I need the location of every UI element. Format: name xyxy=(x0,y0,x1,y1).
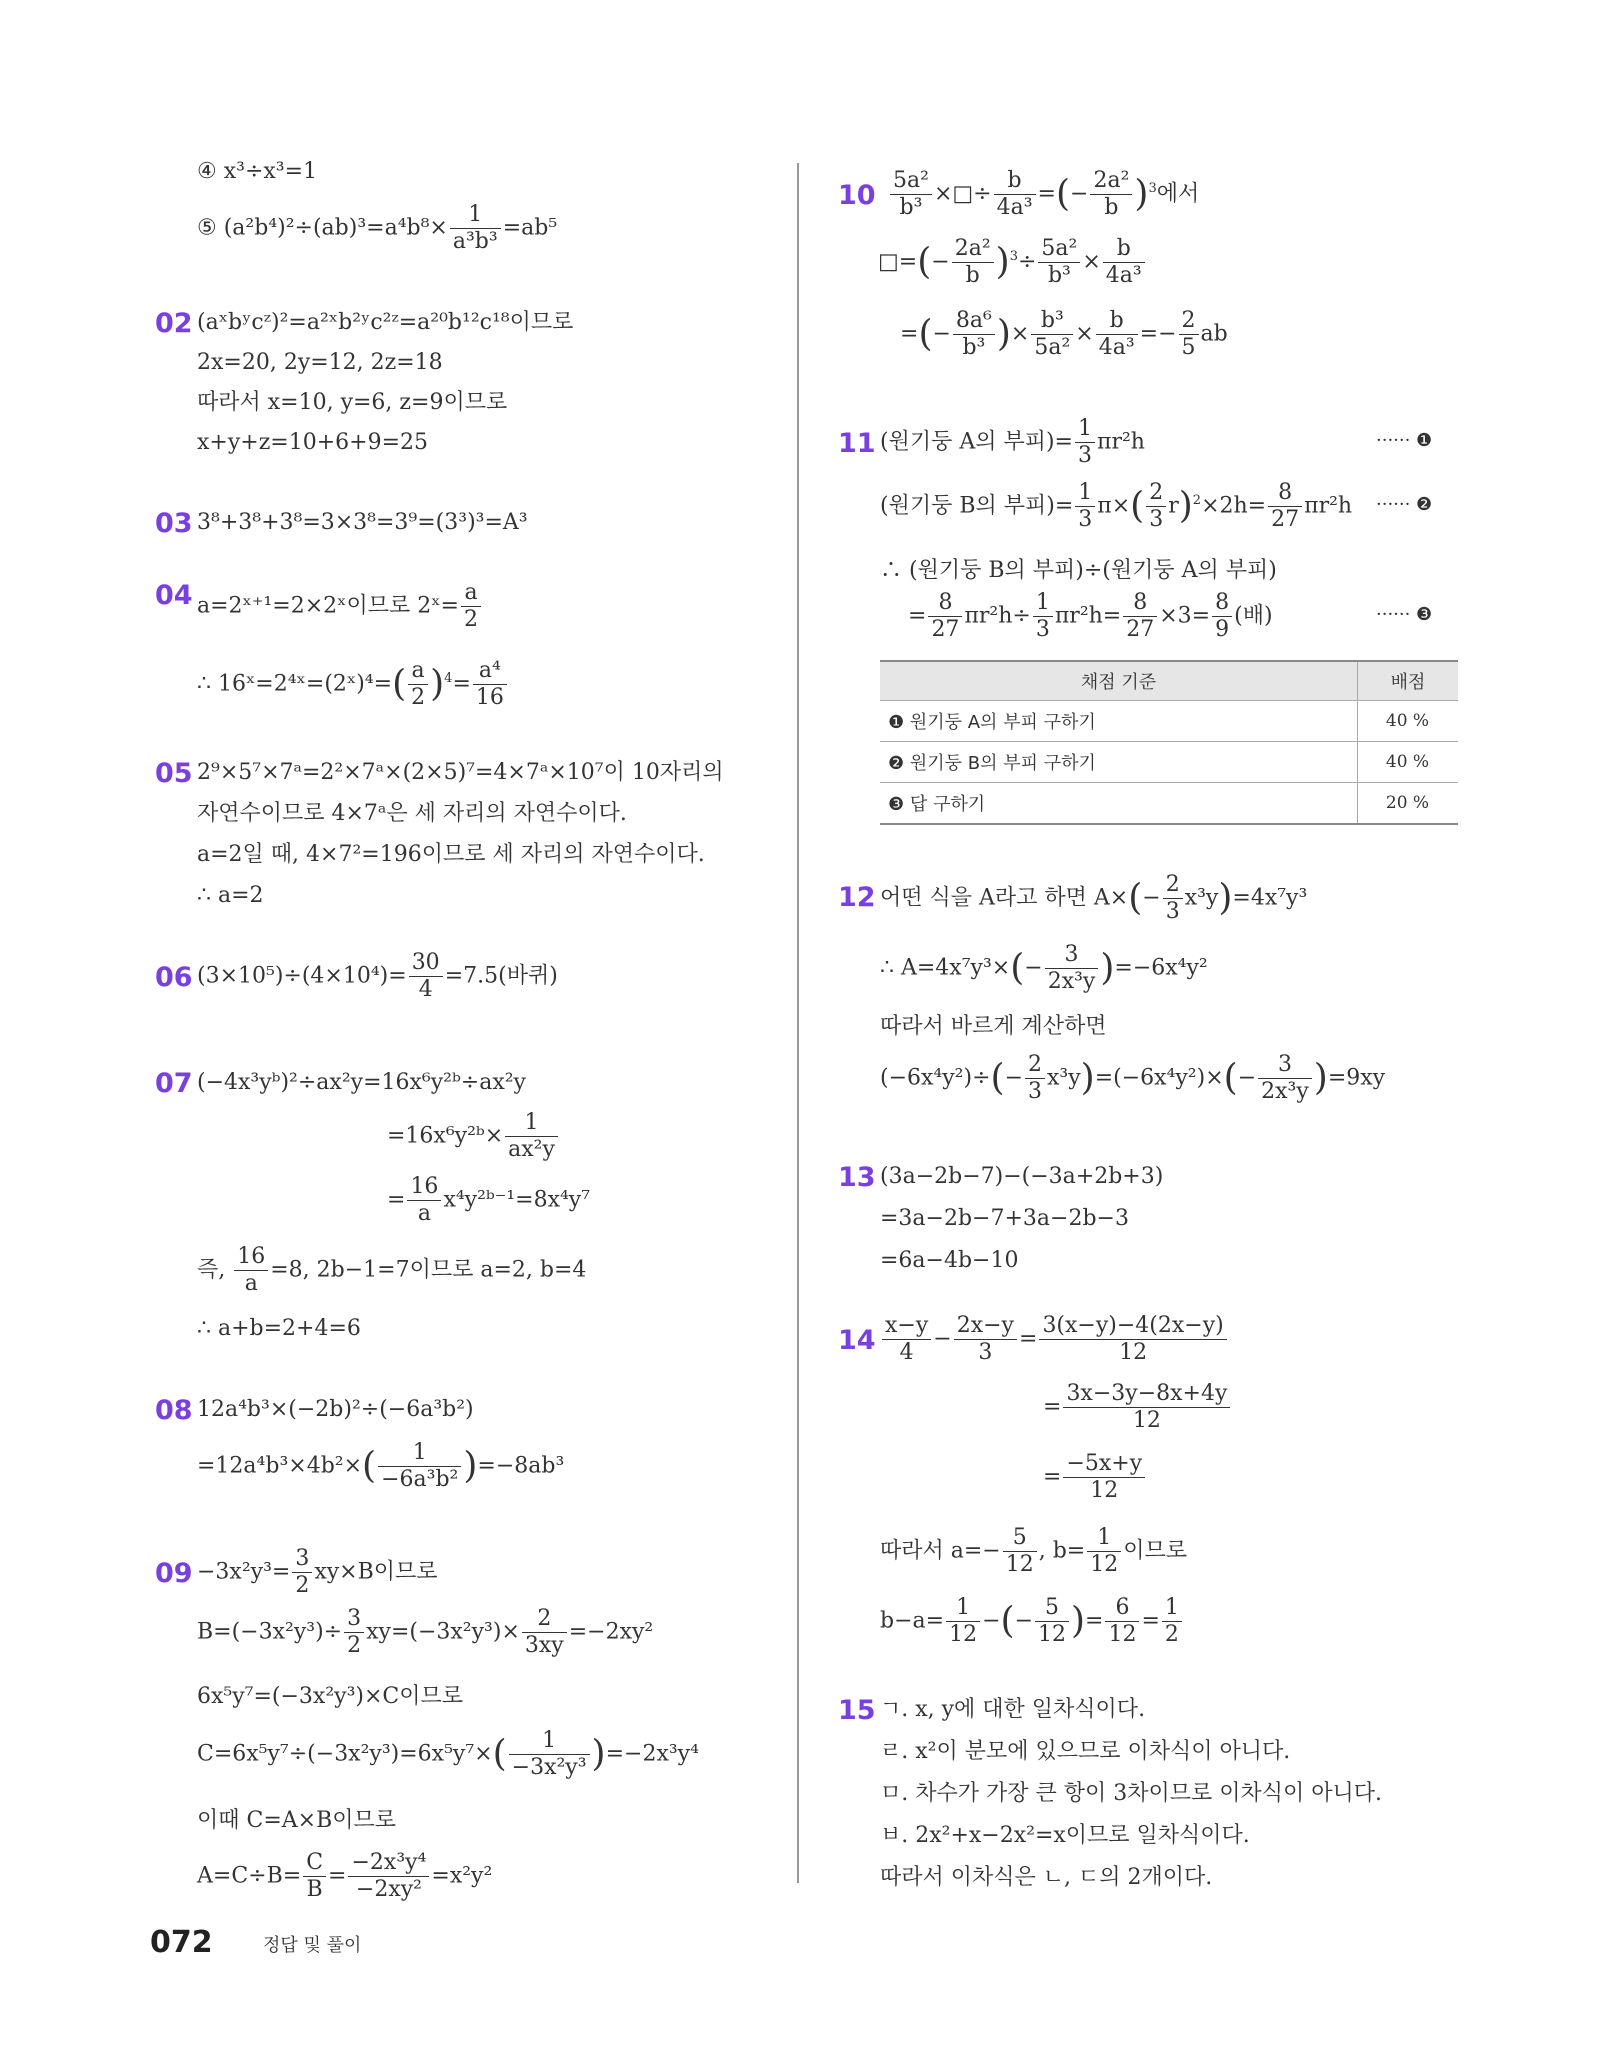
math-line: (−6x⁴y²)÷(− $\frac{2}{3}$ x³y)=(−6x⁴y²)×(− $\frac{3}{\text{2x³y}}$ )=9xy xyxy=(880,1052,1386,1104)
math-line: $\frac{\text{5a²}}{\text{b³}}$ ×□÷ $\frac{b}{\text{4a³}}$ =(− $\frac{\text{2a²}}{b}$ )$^3$에서 xyxy=(888,168,1199,221)
problem-number: 13 xyxy=(838,1162,876,1193)
numerator: 8a⁶ xyxy=(953,308,995,335)
numerator: 1 xyxy=(1075,480,1095,507)
denominator: −6a³b² xyxy=(381,1467,459,1492)
math-line: ∴ A=4x⁷y³×(− $\frac{3}{\text{2x³y}}$ )=−6x⁴y² xyxy=(880,942,1208,994)
math-line xyxy=(197,1244,586,1297)
fraction xyxy=(882,1313,931,1366)
math-text: ∴ A=4x⁷y³× xyxy=(880,955,1011,981)
math-line: □=(− $\frac{\text{2a²}}{b}$ )$^3$÷ $\frac{\text{5a²}}{\text{b³}}$ × $\frac{b}{\text{4a³}}$ xyxy=(878,236,1147,289)
denominator: B xyxy=(306,1877,323,1902)
denominator: −2xy² xyxy=(355,1877,422,1902)
fraction xyxy=(953,308,995,361)
math-line: 3⁸+3⁸+3⁸=3×3⁸=3⁹=(3³)³=A³ xyxy=(197,510,528,535)
denominator: −3x²y³ xyxy=(511,1755,587,1780)
numerator: a xyxy=(408,658,428,685)
math-text: = xyxy=(908,603,927,629)
denominator: 2x³y xyxy=(1261,1079,1309,1104)
math-line: 따라서 이차식은 ㄴ, ㄷ의 2개이다. xyxy=(880,1865,1213,1890)
denominator: 4a³ xyxy=(1098,335,1135,360)
math-line: x+y+z=10+6+9=25 xyxy=(197,430,429,455)
math-text: r xyxy=(1168,493,1179,519)
numerator: 1 xyxy=(505,1110,558,1137)
numerator: 3 xyxy=(1045,942,1099,969)
math-text: xy=(−3x²y³)× xyxy=(366,1619,520,1645)
fraction xyxy=(994,168,1036,221)
denominator: 3xy xyxy=(524,1633,564,1658)
math-text: = xyxy=(1019,1326,1038,1352)
numerator: 3 xyxy=(292,1546,312,1573)
math-text: −3x²y³= xyxy=(197,1559,291,1585)
denominator: b xyxy=(965,263,980,288)
numerator: 2a² xyxy=(952,236,994,263)
math-line: (원기둥 B의 부피)= $\frac{1}{3}$ π×( $\frac{2}{3}$ r)$^2$×2h= $\frac{8}{27}$ πr²h xyxy=(880,480,1353,532)
math-text: a=2ˣ⁺¹=2×2ˣ이므로 2ˣ= xyxy=(197,593,459,619)
math-text: =16x⁶y²ᵇ× xyxy=(387,1123,504,1149)
fraction xyxy=(473,658,507,711)
numerator: x−y xyxy=(882,1313,931,1340)
numerator: 3 xyxy=(344,1606,364,1633)
math-line: =(− $\frac{\text{8a⁶}}{\text{b³}}$ )× $\frac{\text{b³}}{\text{5a²}}$ × $\frac{b}{\text{4a³}}$ =− $\frac{2}{5}$ ab xyxy=(900,308,1228,360)
table-cell: 40 % xyxy=(1358,742,1459,783)
denominator: 12 xyxy=(1005,1552,1034,1577)
denominator: 3 xyxy=(1028,1079,1042,1104)
denominator: 2 xyxy=(347,1633,362,1658)
fraction xyxy=(946,1595,980,1648)
fraction xyxy=(303,1850,326,1903)
numerator: 5 xyxy=(1003,1525,1037,1552)
problem-number: 04 xyxy=(155,580,193,611)
math-text: x³y xyxy=(1047,1065,1081,1091)
footer-section-title: 정답 및 풀이 xyxy=(263,1935,362,1956)
math-line: 2⁹×5⁷×7ᵃ=2²×7ᵃ×(2×5)⁷=4×7ᵃ×10⁷이 10자리의 xyxy=(197,760,724,785)
fraction xyxy=(1025,1052,1045,1105)
math-line: ㅂ. 2x²+x−2x²=x이므로 일차식이다. xyxy=(880,1823,1250,1848)
numerator: 3(x−y)−4(2x−y) xyxy=(1039,1313,1226,1340)
denominator: 4 xyxy=(418,977,433,1002)
numerator: 8 xyxy=(1212,590,1232,617)
math-line: (−4x³yᵇ)²÷ax²y=16x⁶y²ᵇ÷ax²y xyxy=(197,1070,526,1095)
table-row xyxy=(880,701,1458,742)
denominator: 12 xyxy=(1108,1622,1137,1647)
table-row xyxy=(880,783,1458,825)
fraction xyxy=(952,236,994,289)
problem-number: 02 xyxy=(155,308,193,339)
denominator: 9 xyxy=(1215,617,1230,642)
numerator: 1 xyxy=(378,1440,461,1467)
problem-number: 12 xyxy=(838,882,876,913)
fraction xyxy=(1031,308,1073,361)
math-text: = xyxy=(900,321,919,347)
math-text: = xyxy=(387,1187,406,1213)
math-text: =9xy xyxy=(1327,1065,1386,1091)
fraction xyxy=(1039,1313,1226,1366)
math-line: 2x=20, 2y=12, 2z=18 xyxy=(197,350,443,375)
fraction xyxy=(1212,590,1232,643)
numerator: 2 xyxy=(1146,480,1166,507)
math-text: ⑤ (a²b⁴)²÷(ab)³=a⁴b⁸× xyxy=(197,215,448,241)
fraction xyxy=(890,168,932,221)
numerator: 1 xyxy=(509,1728,590,1755)
denominator: 16 xyxy=(475,685,504,710)
numerator: 2 xyxy=(522,1606,567,1633)
math-text: □= xyxy=(878,249,918,275)
math-line: ∴ a+b=2+4=6 xyxy=(197,1316,361,1341)
math-text: πr²h= xyxy=(1054,603,1122,629)
fraction xyxy=(509,1728,590,1781)
denominator: 2 xyxy=(295,1573,310,1598)
math-text: (원기둥 B의 부피)= xyxy=(880,493,1074,519)
numerator: 5 xyxy=(1035,1595,1069,1622)
math-line: 이때 C=A×B이므로 xyxy=(197,1808,397,1833)
denominator: b xyxy=(1104,195,1119,220)
table-header-points: 배점 xyxy=(1358,661,1459,701)
denominator: 4a³ xyxy=(1105,263,1142,288)
denominator: 4a³ xyxy=(996,195,1033,220)
math-text: ÷ xyxy=(1017,249,1037,275)
fraction xyxy=(1123,590,1157,643)
math-line: 따라서 바르게 계산하면 xyxy=(880,1014,1107,1039)
math-text: =7.5(바퀴) xyxy=(444,963,558,989)
math-text: =− xyxy=(1139,321,1177,347)
fraction xyxy=(1038,236,1080,289)
math-line: 자연수이므로 4×7ᵃ은 세 자리의 자연수이다. xyxy=(197,801,627,826)
fraction xyxy=(461,580,481,633)
fraction xyxy=(407,1174,441,1227)
denominator: 12 xyxy=(1090,1478,1119,1503)
math-line xyxy=(880,1525,1187,1578)
math-text: = xyxy=(1043,1464,1062,1490)
denominator: 2 xyxy=(1164,1622,1179,1647)
fraction xyxy=(1105,1595,1139,1648)
numerator: −5x+y xyxy=(1063,1451,1145,1478)
numerator: b xyxy=(1096,308,1138,335)
page-number: 072 xyxy=(150,1925,213,1960)
denominator: 27 xyxy=(1271,507,1300,532)
fraction xyxy=(378,1440,461,1493)
numerator: 2a² xyxy=(1090,168,1132,195)
math-text: πr²h xyxy=(1097,429,1145,455)
math-line xyxy=(880,1313,1229,1366)
denominator: 12 xyxy=(1132,1408,1161,1433)
fraction xyxy=(408,658,428,711)
fraction xyxy=(1075,480,1095,533)
numerator: 1 xyxy=(1075,416,1095,443)
problem-number: 09 xyxy=(155,1558,193,1589)
math-line: ㅁ. 차수가 가장 큰 항이 3차이므로 이차식이 아니다. xyxy=(880,1781,1382,1806)
denominator: 12 xyxy=(1119,1340,1148,1365)
fraction xyxy=(1090,168,1132,221)
math-line: ㄱ. x, y에 대한 일차식이다. xyxy=(880,1697,1146,1722)
math-line xyxy=(197,1606,653,1659)
math-text: =−8ab³ xyxy=(477,1453,565,1479)
numerator: b xyxy=(994,168,1036,195)
numerator: 1 xyxy=(1033,590,1053,617)
numerator: 16 xyxy=(234,1244,268,1271)
math-line: ㄹ. x²이 분모에 있으므로 이차식이 아니다. xyxy=(880,1739,1291,1764)
math-text: 에서 xyxy=(1156,181,1200,207)
math-text: = xyxy=(1043,1394,1062,1420)
step-marker: ······ ❷ xyxy=(1376,494,1433,515)
math-text: (3×10⁵)÷(4×10⁴)= xyxy=(197,963,407,989)
table-cell: ❶ 원기둥 A의 부피 구하기 xyxy=(880,701,1358,742)
math-text: ×□÷ xyxy=(933,181,992,207)
denominator: 27 xyxy=(931,617,960,642)
math-text: B=(−3x²y³)÷ xyxy=(197,1619,343,1645)
fraction xyxy=(505,1110,558,1163)
denominator: 2 xyxy=(464,607,478,632)
math-text: C=6x⁵y⁷÷(−3x²y³)=6x⁵y⁷× xyxy=(197,1741,493,1767)
step-marker: ······ ❶ xyxy=(1376,430,1433,451)
math-text: =8, 2b−1=7이므로 a=2, b=4 xyxy=(270,1257,587,1283)
problem-number: 06 xyxy=(155,962,193,993)
math-line: ∴ 16ˣ=2⁴ˣ=(2ˣ)⁴=( $\frac{a}{2}$ )$^4$= $\frac{\text{a⁴}}{16}$ xyxy=(197,658,509,711)
denominator: 5a² xyxy=(1034,335,1071,360)
math-text: 어떤 식을 A라고 하면 A× xyxy=(880,885,1129,911)
problem-number: 07 xyxy=(155,1068,193,1099)
math-text: πr²h÷ xyxy=(964,603,1031,629)
math-text: =ab⁵ xyxy=(502,215,558,241)
table-cell: ❷ 원기둥 B의 부피 구하기 xyxy=(880,742,1358,783)
math-line xyxy=(197,1546,438,1599)
math-text: x³y xyxy=(1184,885,1219,911)
math-line: 어떤 식을 A라고 하면 A×(− $\frac{2}{3}$ x³y)=4x⁷y³ xyxy=(880,872,1308,924)
denominator: 27 xyxy=(1126,617,1155,642)
scoring-table xyxy=(880,660,1458,825)
denominator: a xyxy=(244,1271,258,1296)
numerator: 16 xyxy=(407,1174,441,1201)
fraction xyxy=(348,1850,429,1903)
fraction xyxy=(344,1606,364,1659)
table-header-row xyxy=(880,661,1458,701)
fraction xyxy=(1087,1525,1121,1578)
fraction xyxy=(1075,416,1095,469)
table-cell: ❸ 답 구하기 xyxy=(880,783,1358,825)
math-text: =x²y² xyxy=(431,1863,493,1889)
numerator: 5a² xyxy=(890,168,932,195)
fraction xyxy=(928,590,962,643)
table-row xyxy=(880,742,1458,783)
numerator: 30 xyxy=(409,950,443,977)
fraction xyxy=(1162,1595,1182,1648)
fraction xyxy=(292,1546,312,1599)
numerator: 8 xyxy=(1268,480,1302,507)
math-text: =(−6x⁴y²)× xyxy=(1094,1065,1224,1091)
math-line: =3a−2b−7+3a−2b−3 xyxy=(880,1206,1129,1231)
fraction xyxy=(409,950,443,1003)
math-line xyxy=(197,202,557,255)
numerator: C xyxy=(303,1850,326,1877)
denominator: 3 xyxy=(1165,899,1180,924)
fraction xyxy=(1063,1451,1145,1504)
math-text: 이므로 xyxy=(1123,1538,1188,1564)
math-line: ∴ a=2 xyxy=(197,883,264,908)
math-text: × xyxy=(1082,249,1101,275)
math-text: ∴ 16ˣ=2⁴ˣ=(2ˣ)⁴= xyxy=(197,671,393,697)
fraction xyxy=(1096,308,1138,361)
numerator: b³ xyxy=(1031,308,1073,335)
math-text: × xyxy=(1075,321,1094,347)
math-text: = xyxy=(1085,1608,1104,1634)
fraction xyxy=(450,202,501,255)
numerator: 2x−y xyxy=(954,1313,1017,1340)
numerator: b xyxy=(1103,236,1145,263)
math-line: (3a−2b−7)−(−3a+2b+3) xyxy=(880,1164,1164,1189)
math-line xyxy=(880,416,1145,469)
fraction xyxy=(1063,1381,1230,1434)
denominator: 12 xyxy=(949,1622,978,1647)
numerator: 1 xyxy=(1087,1525,1121,1552)
fraction xyxy=(1103,236,1145,289)
problem-number: 05 xyxy=(155,758,193,789)
math-line xyxy=(197,950,558,1003)
math-text: = xyxy=(1037,181,1056,207)
denominator: 12 xyxy=(1038,1622,1066,1647)
fraction xyxy=(1003,1525,1037,1578)
denominator: b³ xyxy=(899,195,923,220)
math-line: (aˣbʸcᶻ)²=a²ˣb²ʸc²ᶻ=a²⁰b¹²c¹⁸이므로 xyxy=(197,310,574,335)
denominator: 4 xyxy=(899,1340,914,1365)
math-line: 따라서 x=10, y=6, z=9이므로 xyxy=(197,390,508,415)
fraction xyxy=(234,1244,268,1297)
denominator: b³ xyxy=(1047,263,1071,288)
math-line xyxy=(1043,1451,1147,1504)
problem-number: 08 xyxy=(155,1395,193,1426)
math-text: =12a⁴b³×4b²× xyxy=(197,1453,363,1479)
math-text: ab xyxy=(1200,321,1228,347)
math-text: =−2x³y⁴ xyxy=(605,1741,699,1767)
fraction xyxy=(1035,1595,1069,1648)
problem-number: 11 xyxy=(838,428,876,459)
problem-number: 14 xyxy=(838,1325,876,1356)
math-text: x⁴y²ᵇ⁻¹=8x⁴y⁷ xyxy=(443,1187,591,1213)
table-header-criteria: 채점 기준 xyxy=(880,661,1358,701)
fraction xyxy=(1045,942,1099,995)
problem-number: 03 xyxy=(155,508,193,539)
numerator: 8 xyxy=(1123,590,1157,617)
fraction xyxy=(1163,872,1183,925)
numerator: 1 xyxy=(946,1595,980,1622)
numerator: a xyxy=(461,580,481,607)
denominator: 3 xyxy=(1149,507,1164,532)
math-text: = xyxy=(452,671,471,697)
denominator: 12 xyxy=(1090,1552,1119,1577)
table-cell: 20 % xyxy=(1358,783,1459,825)
denominator: ax²y xyxy=(508,1137,555,1162)
math-line: =12a⁴b³×4b²×( $\frac{1}{\text{−6a³b²}}$ )=−8ab³ xyxy=(197,1440,565,1492)
math-line xyxy=(197,580,483,633)
denominator: a xyxy=(417,1201,431,1226)
math-text: ×2h= xyxy=(1201,493,1267,519)
math-line: ∴ (원기둥 B의 부피)÷(원기둥 A의 부피) xyxy=(880,558,1277,583)
math-text: − xyxy=(933,1326,952,1352)
numerator: 3 xyxy=(1258,1052,1312,1079)
math-line: a=2일 때, 4×7²=196이므로 세 자리의 자연수이다. xyxy=(197,842,705,867)
math-line xyxy=(197,1850,492,1903)
math-text: = xyxy=(328,1863,347,1889)
denominator: 5 xyxy=(1181,335,1196,360)
problem-number: 15 xyxy=(838,1695,876,1726)
numerator: 8 xyxy=(928,590,962,617)
denominator: b³ xyxy=(962,335,986,360)
numerator: −2x³y⁴ xyxy=(348,1850,429,1877)
denominator: 3 xyxy=(1078,507,1093,532)
numerator: 5a² xyxy=(1038,236,1080,263)
numerator: 6 xyxy=(1105,1595,1139,1622)
math-text: = xyxy=(1141,1608,1160,1634)
fraction xyxy=(1268,480,1302,533)
numerator: 3x−3y−8x+4y xyxy=(1063,1381,1230,1408)
math-text: xy×B이므로 xyxy=(314,1559,438,1585)
math-text: , b= xyxy=(1038,1538,1086,1564)
math-text: =−2xy² xyxy=(568,1619,654,1645)
math-text: ×3= xyxy=(1159,603,1211,629)
math-line xyxy=(908,590,1273,643)
math-text: (배) xyxy=(1234,603,1273,629)
math-line xyxy=(1043,1381,1232,1434)
math-text: =−6x⁴y² xyxy=(1114,955,1208,981)
numerator: 2 xyxy=(1179,308,1199,335)
math-line: ④ x³÷x³=1 xyxy=(197,159,318,184)
denominator: 2x³y xyxy=(1047,969,1096,994)
math-text: (원기둥 A의 부피)= xyxy=(880,429,1073,455)
denominator: 2 xyxy=(411,685,426,710)
math-text: b−a= xyxy=(880,1608,945,1634)
denominator: 3 xyxy=(1078,443,1092,468)
math-line: b−a= $\frac{1}{12}$ −(− $\frac{5}{12}$ )= $\frac{6}{12}$ = $\frac{1}{2}$ xyxy=(880,1595,1184,1648)
numerator: 1 xyxy=(1162,1595,1182,1622)
math-text: πr²h xyxy=(1304,493,1353,519)
math-text: × xyxy=(1010,321,1030,347)
numerator: a⁴ xyxy=(473,658,507,685)
fraction xyxy=(954,1313,1017,1366)
fraction xyxy=(522,1606,567,1659)
fraction xyxy=(1258,1052,1312,1105)
math-line: 12a⁴b³×(−2b)²÷(−6a³b²) xyxy=(197,1397,474,1422)
problem-number: 10 xyxy=(838,180,876,211)
numerator: 2 xyxy=(1163,872,1183,899)
math-line xyxy=(387,1174,590,1227)
fraction xyxy=(1179,308,1199,361)
math-text: 즉, xyxy=(197,1257,226,1283)
math-text: =4x⁷y³ xyxy=(1232,885,1308,911)
math-text: − xyxy=(982,1608,1001,1634)
math-text: 따라서 a=− xyxy=(880,1538,1001,1564)
math-line: C=6x⁵y⁷÷(−3x²y³)=6x⁵y⁷×( $\frac{1}{\text{−3x²y³}}$ )=−2x³y⁴ xyxy=(197,1728,699,1780)
math-text: (−6x⁴y²)÷ xyxy=(880,1065,991,1091)
math-text: π× xyxy=(1097,493,1131,519)
math-line xyxy=(387,1110,560,1163)
denominator: a³b³ xyxy=(452,229,498,254)
math-line: =6a−4b−10 xyxy=(880,1248,1019,1273)
fraction xyxy=(1033,590,1053,643)
table-cell: 40 % xyxy=(1358,701,1459,742)
step-marker: ······ ❸ xyxy=(1376,604,1433,625)
fraction xyxy=(1146,480,1166,533)
numerator: 2 xyxy=(1025,1052,1045,1079)
denominator: 3 xyxy=(1035,617,1050,642)
math-line: 6x⁵y⁷=(−3x²y³)×C이므로 xyxy=(197,1684,463,1709)
column-divider xyxy=(797,163,799,1883)
math-text: A=C÷B= xyxy=(197,1863,302,1889)
numerator: 1 xyxy=(450,202,501,229)
denominator: 3 xyxy=(978,1340,993,1365)
